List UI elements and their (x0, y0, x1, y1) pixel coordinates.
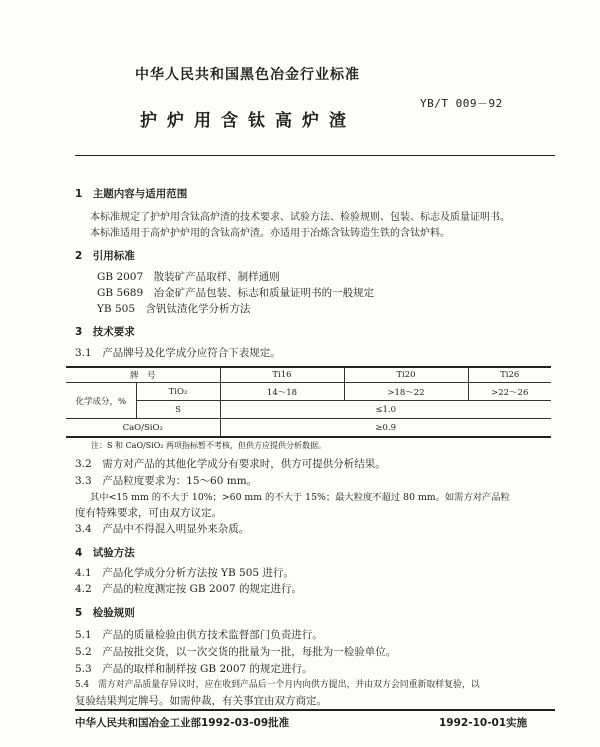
specification-table (66, 366, 551, 438)
sulfur-label: S (136, 401, 220, 419)
tio2-value: >22～26 (468, 383, 551, 401)
issuing-body: 中华人民共和国黑色冶金行业标准 (135, 67, 360, 83)
cao-sio2-value: ≥0.9 (220, 419, 551, 438)
section-1-paragraph-2: 本标准适用于高炉护炉用的含钛高炉渣。亦适用于冶炼含钛铸造生铁的含钛炉料。 (90, 228, 450, 239)
cao-sio2-label: CaO/SiO₂ (66, 419, 220, 438)
section-1-heading: 1 主题内容与适用范围 (75, 188, 188, 200)
tio2-value: >18～22 (344, 383, 468, 401)
reference-item: GB 2007 散装矿产品取样、制样通则 (97, 271, 280, 283)
section-1-paragraph-1: 本标准规定了护炉用含钛高炉渣的技术要求、试验方法、检验规则、包装、标志及质量证明书。 (90, 212, 510, 223)
header-divider (75, 155, 555, 156)
clause-3-4: 3.4 产品中不得混入明显外来杂质。 (75, 523, 250, 535)
clause-3-3-detail: 其中<15 mm 的不大于 10%；>60 mm 的不大于 15%；最大粒度不超过 80 mm。如需方对产品粒 (90, 492, 510, 503)
grade-cell: Ti20 (344, 367, 468, 383)
clause-3-2: 3.2 需方对产品的其他化学成分有要求时，供方可提供分析结果。 (75, 458, 386, 470)
clause-5-3: 5.3 产品的取样和制样按 GB 2007 的规定进行。 (75, 663, 313, 675)
footer-divider (75, 709, 555, 711)
approval-line: 中华人民共和国冶金工业部1992-03-09批准 (75, 717, 290, 729)
clause-5-1: 5.1 产品的质量检验由供方技术监督部门负责进行。 (75, 629, 323, 641)
standard-number: YB/T 009－92 (420, 97, 503, 110)
grade-cell: Ti16 (220, 367, 344, 383)
section-4-heading: 4 试验方法 (75, 547, 135, 559)
reference-item: YB 505 含钒钛渣化学分析方法 (97, 303, 251, 315)
tio2-label: TiO₂ (136, 383, 220, 401)
section-2-heading: 2 引用标准 (75, 250, 135, 262)
clause-3-1: 3.1 产品牌号及化学成分应符合下表规定。 (75, 347, 281, 359)
clause-3-3: 3.3 产品粒度要求为：15～60 mm。 (75, 475, 258, 487)
sulfur-value: ≤1.0 (220, 401, 551, 419)
section-3-heading: 3 技术要求 (75, 326, 135, 338)
clause-3-3-detail-cont: 度有特殊要求，可由双方议定。 (75, 507, 222, 519)
reference-item: GB 5689 冶金矿产品包装、标志和质量证明书的一般规定 (97, 287, 375, 299)
grade-cell: Ti26 (468, 367, 551, 383)
clause-4-2: 4.2 产品的粒度测定按 GB 2007 的规定进行。 (75, 583, 303, 595)
section-5-heading: 5 检验规则 (75, 607, 135, 619)
table-note: 注：S 和 CaO/SiO₂ 两项指标暂不考核，但供方应提供分析数据。 (91, 441, 327, 450)
document-title: 护炉用含钛高炉渣 (140, 111, 356, 131)
chemical-composition-label: 化学成分，% (66, 383, 136, 419)
clause-5-4: 5.4 需方对产品质量存异议时，应在收到产品后一个月内向供方提出，并由双方会同重新取样复验，以 (75, 680, 480, 690)
grade-column-header: 牌 号 (66, 367, 220, 383)
clause-5-2: 5.2 产品按批交货，以一次交货的批量为一批，每批为一检验单位。 (75, 646, 397, 658)
effective-date: 1992-10-01实施 (439, 717, 528, 729)
clause-5-4-cont: 复验结果判定牌号。如需仲裁，有关事宜由双方商定。 (75, 695, 327, 707)
clause-4-1: 4.1 产品化学成分分析方法按 YB 505 进行。 (75, 567, 294, 579)
tio2-value: 14～18 (220, 383, 344, 401)
